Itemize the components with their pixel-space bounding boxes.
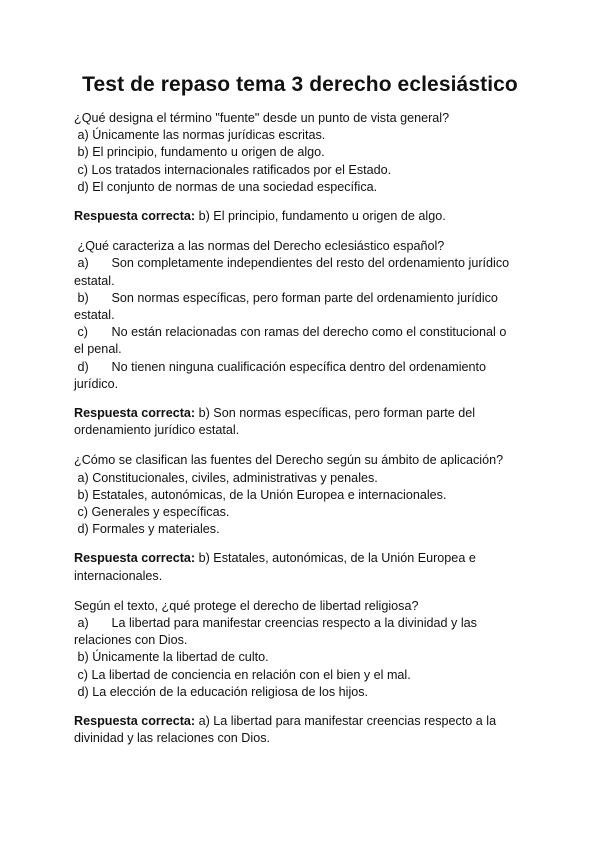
option-letter: c) xyxy=(77,325,88,340)
correct-answer xyxy=(74,208,514,225)
question-4 xyxy=(74,598,514,748)
option-text: Son completamente independientes del resto del ordenamiento jurídico estatal. xyxy=(74,256,510,288)
document-body xyxy=(74,110,514,748)
option-text: Únicamente la libertad de culto. xyxy=(92,650,269,665)
question-1 xyxy=(74,110,514,225)
option-c xyxy=(74,324,514,358)
option-letter: a) xyxy=(77,256,89,271)
answer-text: a) La libertad para manifestar creencias respecto a la divinidad y las relaciones con Dios. xyxy=(74,714,497,746)
option-d xyxy=(74,359,514,393)
correct-answer xyxy=(74,550,514,584)
answer-label: Respuesta correcta: xyxy=(74,406,196,421)
option-text: No tienen ninguna cualificación específica dentro del ordenamiento jurídico. xyxy=(74,359,487,391)
option-b xyxy=(74,144,514,161)
option-a xyxy=(74,127,514,144)
option-d xyxy=(74,521,514,538)
option-a xyxy=(74,255,514,289)
option-letter: d) xyxy=(77,684,89,699)
option-letter: b) xyxy=(77,145,89,160)
correct-answer xyxy=(74,405,514,439)
answer-label: Respuesta correcta: xyxy=(74,551,196,566)
option-letter: c) xyxy=(77,162,88,177)
option-letter: b) xyxy=(77,487,89,502)
option-d xyxy=(74,684,514,701)
spacer xyxy=(74,585,514,598)
option-text: La libertad para manifestar creencias respecto a la divinidad y las relaciones con Dios. xyxy=(74,616,477,648)
question-text: Según el texto, ¿qué protege el derecho de libertad religiosa? xyxy=(74,598,419,613)
option-c xyxy=(74,667,514,684)
option-text: La elección de la educación religiosa de los hijos. xyxy=(92,684,369,699)
question-text: ¿Qué caracteriza a las normas del Derecho eclesiástico español? xyxy=(77,239,445,254)
option-letter: d) xyxy=(77,522,89,537)
question-2 xyxy=(74,238,514,439)
option-text: La libertad de conciencia en relación con el bien y el mal. xyxy=(91,667,411,682)
option-letter: c) xyxy=(77,667,88,682)
option-b xyxy=(74,649,514,666)
option-text: El principio, fundamento u origen de algo. xyxy=(92,145,325,160)
document-title: Test de repaso tema 3 derecho eclesiástico xyxy=(82,73,518,96)
option-d xyxy=(74,179,514,196)
option-c xyxy=(74,504,514,521)
option-text: No están relacionadas con ramas del derecho como el constitucional o el penal. xyxy=(74,325,507,357)
option-text: Constitucionales, civiles, administrativas y penales. xyxy=(92,470,378,485)
question-text: ¿Cómo se clasifican las fuentes del Derecho según su ámbito de aplicación? xyxy=(74,453,504,468)
option-c xyxy=(74,162,514,179)
option-text: Los tratados internacionales ratificados por el Estado. xyxy=(91,162,392,177)
option-text: Formales y materiales. xyxy=(92,522,220,537)
option-letter: a) xyxy=(77,470,89,485)
option-letter: b) xyxy=(77,650,89,665)
option-letter: a) xyxy=(77,128,89,143)
answer-label: Respuesta correcta: xyxy=(74,209,196,224)
option-b xyxy=(74,290,514,324)
option-text: El conjunto de normas de una sociedad específica. xyxy=(92,179,378,194)
spacer xyxy=(74,225,514,238)
option-a xyxy=(74,470,514,487)
option-b xyxy=(74,487,514,504)
option-letter: a) xyxy=(77,616,89,631)
answer-text: b) Son normas específicas, pero forman parte del ordenamiento jurídico estatal. xyxy=(74,406,476,438)
option-letter: d) xyxy=(77,179,89,194)
question-text: ¿Qué designa el término "fuente" desde un punto de vista general? xyxy=(74,111,450,125)
option-text: Son normas específicas, pero forman parte del ordenamiento jurídico estatal. xyxy=(74,290,498,323)
option-letter: d) xyxy=(77,359,89,374)
option-letter: c) xyxy=(77,505,88,520)
answer-label: Respuesta correcta: xyxy=(74,714,196,729)
correct-answer xyxy=(74,713,514,747)
option-text: Estatales, autonómicas, de la Unión Europea e internacionales. xyxy=(92,487,447,502)
spacer xyxy=(74,439,514,452)
answer-text: b) El principio, fundamento u origen de algo. xyxy=(198,209,446,224)
option-text: Generales y específicas. xyxy=(91,505,230,520)
option-text: Únicamente las normas jurídicas escritas. xyxy=(92,128,326,143)
option-letter: b) xyxy=(77,290,89,305)
option-a xyxy=(74,615,514,649)
question-3 xyxy=(74,452,514,584)
answer-text: b) Estatales, autonómicas, de la Unión Europea e internacionales. xyxy=(74,551,476,583)
